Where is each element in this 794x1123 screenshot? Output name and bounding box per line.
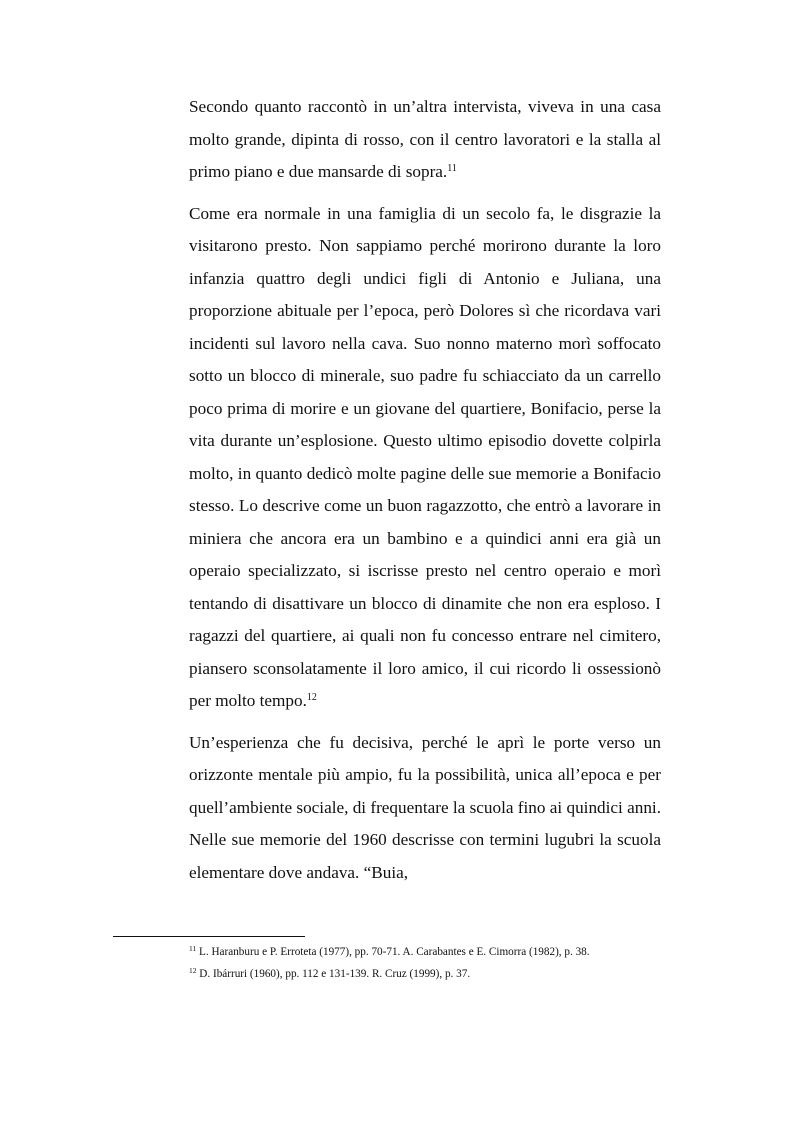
paragraph-text: Un’esperienza che fu decisiva, perché le aprì le porte verso un orizzonte mentale più ampio, fu la possibilità, unica all’epoca e per quell’ambiente sociale, di frequentare la scuola fino ai quindici anni. Nelle sue memorie del 1960 descrisse con termini lugubri la scuola elementare dove andava. “Buia,	[189, 732, 662, 882]
footnote-reference[interactable]: 11	[447, 163, 457, 174]
footnote-number: 11	[189, 943, 197, 953]
body-text	[189, 91, 661, 889]
footnote-number: 12	[189, 965, 197, 975]
footnote	[189, 941, 661, 963]
footnote	[189, 963, 661, 985]
footnote-text: L. Haranburu e P. Erroteta (1977), pp. 70-71. A. Carabantes e E. Cimorra (1982), p. 38.	[199, 946, 590, 958]
paragraph	[189, 727, 661, 890]
footnote-separator	[113, 936, 305, 937]
footnote-text: D. Ibárruri (1960), pp. 112 e 131-139. R. Cruz (1999), p. 37.	[199, 968, 471, 980]
paragraph-text: Secondo quanto raccontò in un’altra intervista, viveva in una casa molto grande, dipinta di rosso, con il centro lavoratori e la stalla al primo piano e due mansarde di sopra.	[189, 97, 661, 181]
paragraph	[189, 91, 661, 189]
footnote-reference[interactable]: 12	[306, 692, 317, 703]
footnotes	[189, 941, 661, 985]
paragraph	[189, 198, 661, 718]
paragraph-text: Come era normale in una famiglia di un secolo fa, le disgrazie la visitarono presto. Non sappiamo perché morirono durante la loro infanzia quattro degli undici figli di Antonio e Juliana, una proporzione abituale per l’epoca, però Dolores sì che ricordava vari incidenti sul lavoro nella cava. Suo nonno materno morì soffocato sotto un blocco di minerale, suo padre fu schiacciato da un carrello poco prima di morire e un giovane del quartiere, Bonifacio, perse la vita durante un’esplosione. Questo ultimo episodio dovette colpirla molto, in quanto dedicò molte pagine delle sue memorie a Bonifacio stesso. Lo descrive come un buon ragazzotto, che entrò a lavorare in miniera che ancora era un bambino e a quindici anni era già un operaio specializzato, si iscrisse presto nel centro operaio e morì tentando di disattivare un blocco di dinamite che non era esploso. I ragazzi del quartiere, ai quali non fu concesso entrare nel cimitero, piansero sconsolatamente il loro amico, il cui ricordo li ossessionò per molto tempo.	[189, 203, 661, 710]
